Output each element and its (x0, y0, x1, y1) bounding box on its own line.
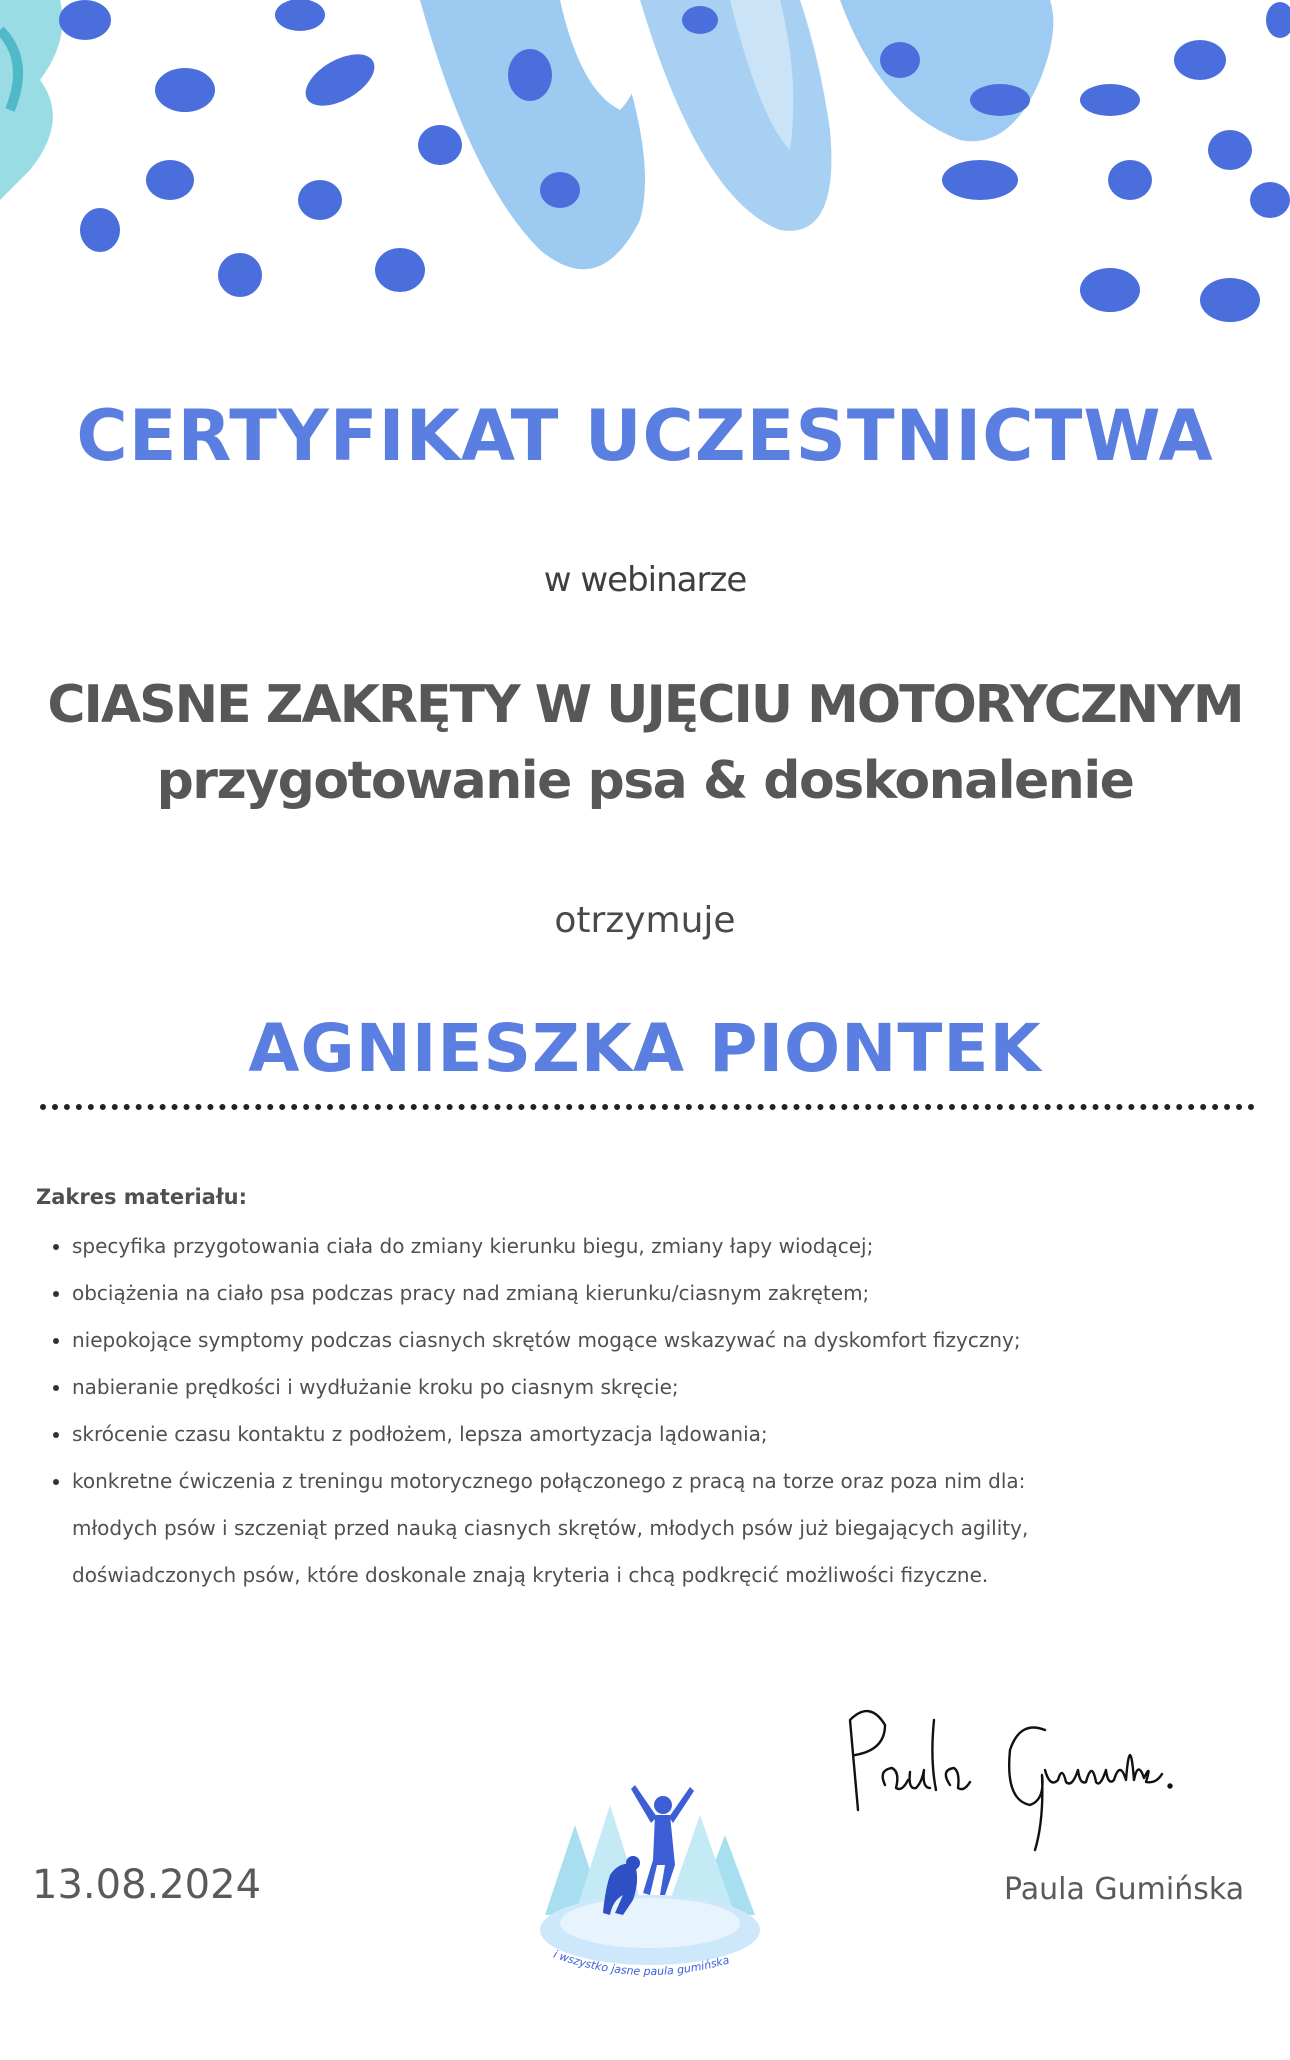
receives-label: otrzymuje (554, 900, 736, 941)
decorative-header-pattern (0, 0, 1290, 340)
signature-image (830, 1690, 1270, 1855)
dotted-divider (40, 1104, 1255, 1110)
list-item: • nabieranie prędkości i wydłużanie kroku po ciasnym skręcie; (72, 1364, 1236, 1411)
course-title-block (0, 667, 1290, 819)
list-item-line: młodych psów i szczeniąt przed nauką ciasnych skrętów, młodych psów już biegających agility, (72, 1516, 1029, 1540)
dog-and-person-jumping-logo-icon (515, 1765, 785, 1980)
issue-date: 13.08.2024 (32, 1862, 262, 1908)
list-item-line: • konkretne ćwiczenia z treningu motorycznego połączonego z pracą na torze oraz poza nim dla: (72, 1469, 1026, 1493)
scope-heading: Zakres materiału: (36, 1185, 247, 1209)
signer-name: Paula Gumińska (1004, 1872, 1245, 1907)
list-item: • specyfika przygotowania ciała do zmiany kierunku biegu, zmiany łapy wiodącej; (72, 1223, 1236, 1270)
scope-list (36, 1223, 1236, 1599)
list-item: • skrócenie czasu kontaktu z podłożem, lepsza amortyzacja lądowania; (72, 1411, 1236, 1458)
list-item-line: doświadczonych psów, które doskonale znają kryteria i chcą podkręcić możliwości fizyczne. (72, 1563, 989, 1587)
list-item: • niepokojące symptomy podczas ciasnych skrętów mogące wskazywać na dyskomfort fizyczny; (72, 1317, 1236, 1364)
webinar-subtitle: w webinarze (543, 560, 747, 600)
course-subtitle: przygotowanie psa & doskonalenie (156, 751, 1134, 811)
scope-section (36, 1185, 1236, 1599)
course-title: CIASNE ZAKRĘTY W UJĘCIU MOTORYCZNYM (47, 675, 1243, 735)
list-item (72, 1458, 1236, 1599)
recipient-name: AGNIESZKA PIONTEK (248, 1010, 1042, 1087)
certificate-title: CERTYFIKAT UCZESTNICTWA (76, 395, 1214, 477)
list-item: • obciążenia na ciało psa podczas pracy nad zmianą kierunku/ciasnym zakrętem; (72, 1270, 1236, 1317)
svg-text:i wszystko jasne paula gumińsk: i wszystko jasne paula gumińska (551, 1947, 731, 1979)
